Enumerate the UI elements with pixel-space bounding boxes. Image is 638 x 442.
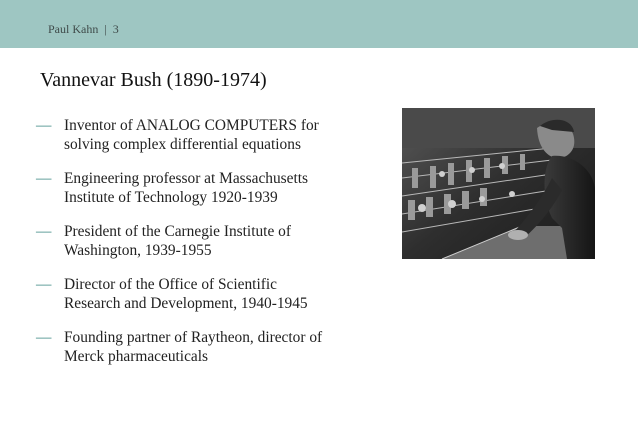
bullet-line: Inventor of ANALOG COMPUTERS for [64,117,319,134]
bullet-line: Founding partner of Raytheon, director of [64,329,323,346]
bullet-dash: — [36,117,52,134]
bullet-line: Washington, 1939-1955 [64,242,212,259]
bullet-dash: — [36,223,52,240]
bullet-line: Director of the Office of Scientific [64,276,277,293]
slide-title: Vannevar Bush (1890-1974) [40,69,267,91]
header-bar [0,0,638,48]
bullet-item [36,222,396,260]
bullet-line: President of the Carnegie Institute of [64,223,291,240]
bullet-line: Merck pharmaceuticals [64,348,209,365]
bullet-item [36,116,396,154]
bullet-line: Research and Development, 1940-1945 [64,295,308,312]
bullet-list [36,116,396,381]
bullet-line: Institute of Technology 1920-1939 [64,189,278,206]
header-author: Paul Kahn [48,22,99,36]
analog-computer-photo [402,108,595,259]
bullet-line: solving complex differential equations [64,136,301,153]
bullet-dash: — [36,276,52,293]
header-text [48,22,119,37]
bullet-dash: — [36,170,52,187]
bullet-line: Engineering professor at Massachusetts [64,170,309,187]
header-separator: | [104,22,107,36]
bullet-dash: — [36,329,52,346]
header-page-number: 3 [112,22,119,36]
bullet-item [36,169,396,207]
bullet-item [36,328,396,366]
bullet-item [36,275,396,313]
